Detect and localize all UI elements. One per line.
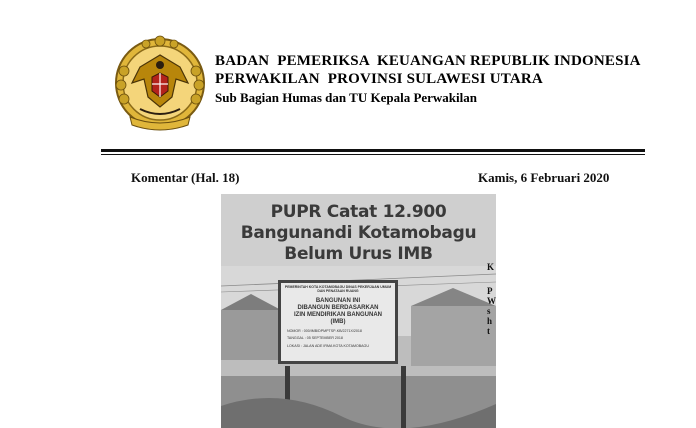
imb-signboard: [278, 280, 398, 364]
garuda-emblem-icon: [110, 33, 210, 135]
headline-line2: Bangunandi Kotamobagu: [240, 223, 477, 243]
org-name-line1: BADAN PEMERIKSA KEUANGAN REPUBLIK INDONESIA: [215, 53, 641, 69]
org-name-line2: PERWAKILAN PROVINSI SULAWESI UTARA: [215, 71, 543, 87]
adjacent-column-fragment: [487, 262, 496, 336]
newspaper-clipping: [221, 194, 496, 428]
headline-line1: PUPR Catat 12.900: [270, 202, 447, 222]
org-subunit: Sub Bagian Humas dan TU Kepala Perwakilan: [215, 90, 477, 105]
headline-line3: Belum Urus IMB: [284, 244, 433, 264]
article-date: Kamis, 6 Februari 2020: [478, 170, 610, 185]
sign-line1: BANGUNAN INI: [315, 298, 361, 304]
header-divider-thick: [101, 149, 645, 152]
side-char: P: [487, 286, 493, 296]
sign-line4: (IMB): [330, 319, 346, 325]
sign-lokasi: LOKASI : JALAN ADE IRMA KOTA KOTAMOBAGU: [287, 344, 369, 348]
sign-header: PEMERINTAH KOTA KOTAMOBAGU DINAS PEKERJAAN UMUM DAN PENATAAN RUANG: [284, 285, 392, 293]
side-char: s: [487, 306, 491, 316]
side-char: W: [487, 296, 496, 306]
side-char: t: [487, 326, 490, 336]
sign-nomor: NOMOR : 000/IMB/DPMPTSP-KB/2271X/2018: [287, 329, 362, 333]
sign-line3: IZIN MENDIRIKAN BANGUNAN: [294, 312, 382, 318]
article-section: Komentar (Hal. 18): [131, 170, 240, 185]
sign-tanggal: TANGGAL : 05 SEPTEMBER 2018: [287, 336, 343, 340]
sign-line2: DIBANGUN BERDASARKAN: [297, 305, 379, 311]
side-char: h: [487, 316, 493, 326]
organization-header: [215, 52, 641, 106]
clipping-headline: [221, 202, 496, 265]
header-divider-thin: [101, 154, 645, 155]
side-char: K: [487, 262, 495, 272]
